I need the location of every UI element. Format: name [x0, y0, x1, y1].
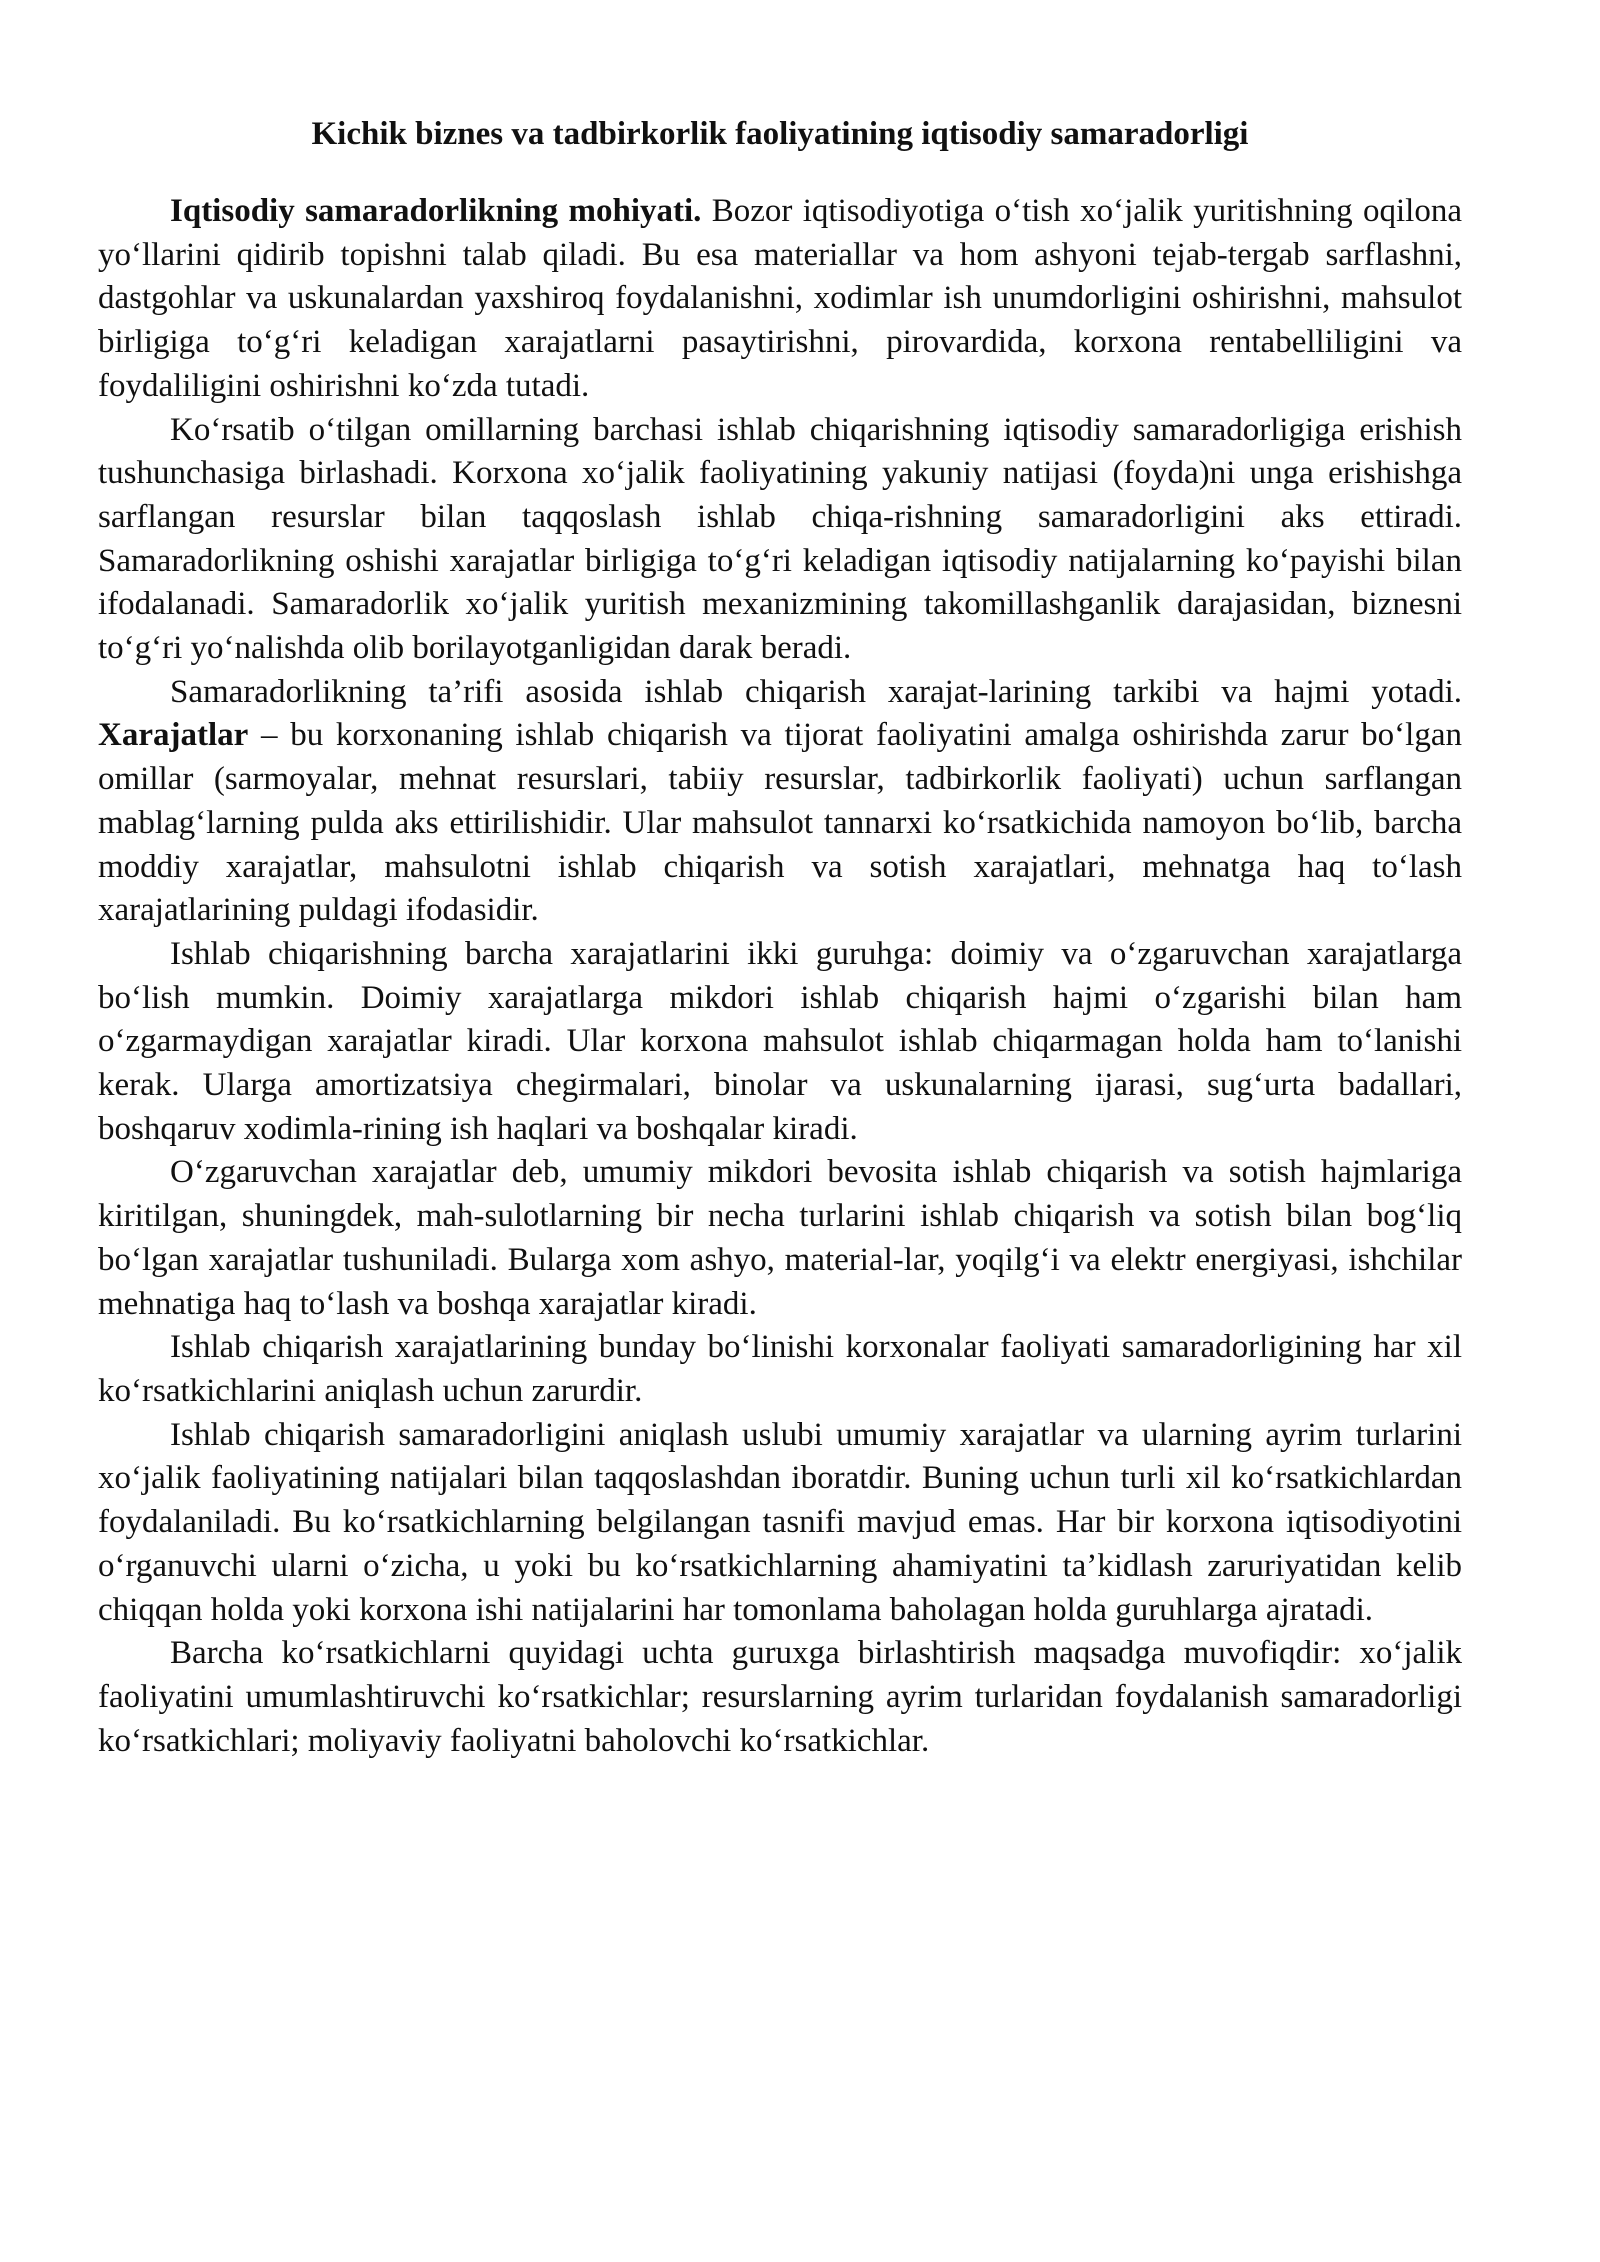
paragraph-essence — [98, 190, 1462, 409]
paragraph-fixed-costs: Ishlab chiqarishning barcha xarajatlarini ikki guruhga: doimiy va o‘zgaruvchan xarajatlarga bo‘lish mumkin. Doimiy xarajatlarga mikdori ishlab chiqarish hajmi o‘zgarishi bilan ham o‘zgarmaydigan xarajatlar kiradi. Ular korxona mahsulot ishlab chiqarmagan holda ham to‘lanishi kerak. Ularga amortizatsiya chegirmalari, binolar va uskunalarning ijarasi, sug‘urta badallari, boshqaruv xodimla-rining ish haqlari va boshqalar kiradi. — [98, 935, 1462, 1147]
paragraph-text-after: – bu korxonaning ishlab chiqarish va tijorat faoliyatini amalga oshirishda zarur bo‘lgan omillar (sarmoyalar, mehnat resurslari, tabiiy resurslar, tadbirkorlik faoliyati) uchun sarflangan mablag‘larning pulda aks ettirilishidir. Ular mahsulot tannarxi ko‘rsatkichida namoyon bo‘lib, barcha moddiy xarajatlar, mahsulotni ishlab chiqarish va sotish xarajatlari, mehnatga haq to‘lash xarajatlarining puldagi ifodasidir. — [98, 717, 1462, 929]
paragraph-text-before: Samaradorlikning ta’rifi asosida ishlab chiqarish xarajat-larining tarkibi va hajmi yotadi. — [170, 673, 1462, 710]
paragraph-efficiency-method: Ishlab chiqarish samaradorligini aniqlash uslubi umumiy xarajatlar va ularning ayrim turlarini xo‘jalik faoliyatining natijalari bilan taqqoslashdan iboratdir. Buning uchun turli xil ko‘rsatkichlardan foydalaniladi. Bu ko‘rsatkichlarning belgilangan tasnifi mavjud emas. Har bir korxona iqtisodiyotini o‘rganuvchi ularni o‘zicha, u yoki bu ko‘rsatkichlarning ahamiyatini ta’kidlash zaruriyatidan kelib chiqqan holda yoki korxona ishi natijalarini har tomonlama baholagan holda guruhlarga ajratadi. — [98, 1416, 1462, 1628]
paragraph-cost-division: Ishlab chiqarish xarajatlarining bunday bo‘linishi korxonalar faoliyati samaradorligining har xil ko‘rsatkichlarini aniqlash uchun zarurdir. — [98, 1329, 1462, 1409]
paragraph-variable-costs: O‘zgaruvchan xarajatlar deb, umumiy mikdori bevosita ishlab chiqarish va sotish hajmlariga kiritilgan, shuningdek, mah-sulotlarning bir necha turlarini ishlab chiqarish va sotish bilan bog‘liq bo‘lgan xarajatlar tushuniladi. Bularga xom ashyo, material-lar, yoqilg‘i va elektr energiyasi, ishchilar mehnatiga haq to‘lash va boshqa xarajatlar kiradi. — [98, 1154, 1462, 1322]
document-title: Kichik biznes va tadbirkorlik faoliyatining iqtisodiy samaradorligi — [311, 116, 1249, 152]
defined-term: Xarajatlar — [98, 717, 249, 754]
paragraph-costs-definition — [98, 671, 1462, 933]
paragraph-lead-heading: Iqtisodiy samaradorlikning mohiyati. — [170, 193, 702, 229]
document-body — [98, 112, 1462, 1763]
paragraph-text: Bozor iqtisodiyotiga o‘tish xo‘jalik yuritishning oqilona yo‘llarini qidirib topishni talab qiladi. Bu esa materiallar va hom ashyoni tejab-tergab sarflashni, dastgohlar va uskunalardan yaxshiroq foydalanishni, xodimlar ish unumdorligini oshirishni, mahsulot birligiga to‘g‘ri keladigan xarajatlarni pasaytirishni, pirovardida, korxona rentabelliligini va foydaliligini oshirishni ko‘zda tutadi. — [98, 193, 1462, 404]
paragraph-efficiency-concept: Ko‘rsatib o‘tilgan omillarning barchasi ishlab chiqarishning iqtisodiy samaradorligiga erishish tushunchasiga birlashadi. Korxona xo‘jalik faoliyatining yakuniy natijasi (foyda)ni unga erishishga sarflangan resurslar bilan taqqoslash ishlab chiqa-rishning samaradorligini aks ettiradi. Samaradorlikning oshishi xarajatlar birligiga to‘g‘ri keladigan iqtisodiy natijalarning ko‘payishi bilan ifodalanadi. Samaradorlik xo‘jalik yuritish mexanizmining takomillashganlik darajasidan, biznesni to‘g‘ri yo‘nalishda olib borilayotganligidan darak beradi. — [98, 411, 1462, 667]
paragraph-indicator-groups: Barcha ko‘rsatkichlarni quyidagi uchta guruxga birlashtirish maqsadga muvofiqdir: xo‘jalik faoliyatini umumlashtiruvchi ko‘rsatkichlar; resurslarning ayrim turlaridan foydalanish samaradorligi ko‘rsatkichlari; moliyaviy faoliyatni baholovchi ko‘rsatkichlar. — [98, 1635, 1462, 1759]
